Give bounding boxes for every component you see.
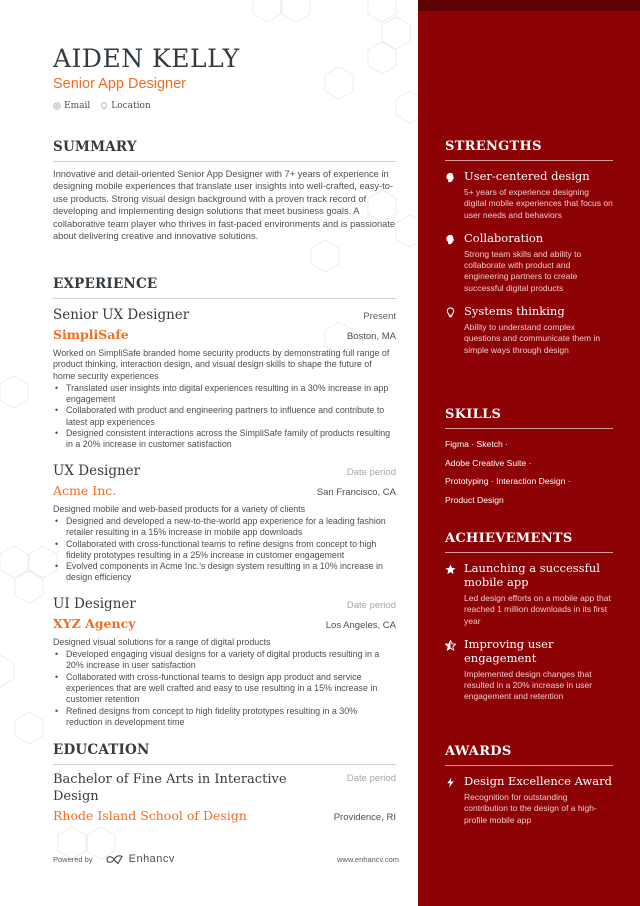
job-location: Los Angeles, CA <box>325 619 396 631</box>
lightbulb-icon <box>445 307 456 318</box>
strength-description: Ability to understand complex questions and communicate them in simple ways through design <box>464 322 601 355</box>
job-bullets <box>53 516 396 584</box>
achievement-item <box>445 561 613 627</box>
at-icon <box>53 102 61 110</box>
achievements-heading: ACHIEVEMENTS <box>445 530 613 553</box>
job-date: Date period <box>346 466 396 478</box>
brand-name: Enhancv <box>128 853 175 865</box>
skill-line: Product Design <box>445 494 504 505</box>
job-entry <box>53 306 396 451</box>
achievement-title: Launching a successful mobile app <box>464 561 600 589</box>
job-bullets <box>53 383 396 451</box>
award-item <box>445 774 613 826</box>
job-description: Designed mobile and web-based products for a variety of clients <box>53 503 306 514</box>
lightning-bolt-icon <box>445 777 456 788</box>
website-link[interactable]: www.enhancv.com <box>337 854 399 864</box>
job-bullet: • Evolved components in Acme Inc.'s design system resulting in a 10% increase in design efficiency <box>53 561 396 584</box>
achievement-description: Implemented design changes that resulted in a 20% increase in user engagement and retention <box>464 668 593 702</box>
footer <box>53 853 399 865</box>
contact-email-label: Email <box>64 101 91 111</box>
skill-line: Prototyping · Interaction Design · <box>445 476 571 486</box>
education-location: Providence, RI <box>333 812 396 823</box>
strength-description: 5+ years of experience designing digital mobile experiences that focus on user needs and behaviors <box>464 187 613 220</box>
job-bullets <box>53 649 396 728</box>
awards-section <box>445 743 613 826</box>
summary-section <box>53 138 396 242</box>
job-location: San Francisco, CA <box>316 486 396 498</box>
achievement-description: Led design efforts on a mobile app that reached 1 million downloads in its first year <box>464 593 611 626</box>
brain-head-icon <box>445 234 456 245</box>
strength-item <box>445 231 613 294</box>
experience-heading: EXPERIENCE <box>53 275 396 299</box>
skill-line: Figma · Sketch · <box>445 439 509 449</box>
job-role: UX Designer <box>53 462 141 479</box>
sidebar <box>418 0 640 906</box>
strength-item <box>445 169 613 221</box>
job-entry <box>53 462 396 584</box>
star-icon <box>445 564 456 575</box>
strength-title: User-centered design <box>464 169 590 183</box>
achievements-section <box>445 530 613 703</box>
job-location: Boston, MA <box>346 331 396 342</box>
candidate-name: AIDEN KELLY <box>53 44 240 73</box>
strengths-heading: STRENGTHS <box>445 138 613 161</box>
half-star-icon <box>445 640 456 651</box>
skills-list <box>445 435 613 509</box>
job-bullet: • Designed and developed a new-to-the-world app experience for a leading fashion retailer resulting in a 15% increase in mobile app downloads <box>53 516 396 539</box>
job-description: Worked on SimpliSafe branded home security products by demonstrating full range of product thinking, interaction design, and visual design skills to shape the future of home security experiences <box>53 348 390 381</box>
job-date: Present <box>363 311 396 322</box>
strengths-section <box>445 138 613 356</box>
job-company: Acme Inc. <box>53 482 117 498</box>
achievement-title: Improving user engagement <box>464 636 554 665</box>
skills-section <box>445 406 613 509</box>
job-role: UI Designer <box>53 595 136 612</box>
sidebar-top-bar <box>418 0 640 11</box>
brain-head-icon <box>445 172 456 183</box>
strength-item <box>445 304 613 356</box>
job-bullet: • Refined designs from concept to high fidelity prototypes resulting in a 30% reduction in development time <box>53 706 396 729</box>
job-bullet: • Collaborated with cross-functional teams to refine designs from concept to high fidelity prototypes resulting in a 25% increase in customer engagement <box>53 539 396 562</box>
contact-location[interactable] <box>100 101 151 111</box>
job-bullet: • Translated user insights into digital experiences resulting in a 30% increase in app engagement <box>53 383 396 406</box>
location-pin-icon <box>100 102 108 110</box>
job-bullet: • Collaborated with cross-functional teams to design app product and service experiences that are well crafted and easy to use resulting in a 15% increase in customer retention <box>53 672 396 706</box>
resume-header <box>53 44 396 111</box>
job-bullet: • Collaborated with product and engineering partners to influence and contribute to latest app experiences <box>53 405 396 428</box>
job-entry <box>53 595 396 728</box>
job-bullet: • Developed engaging visual designs for a variety of digital products resulting in a 20% increase in user satisfaction <box>53 649 396 672</box>
skill-line: Adobe Creative Suite · <box>445 457 532 468</box>
education-date: Date period <box>346 773 396 784</box>
contact-email[interactable] <box>53 101 90 111</box>
job-role: Senior UX Designer <box>53 307 190 323</box>
powered-by-label: Powered by <box>53 854 93 864</box>
job-bullet: • Designed consistent interactions across the SimpliSafe family of products resulting in a 20% increase in customer satisfaction <box>53 428 396 451</box>
strength-description: Strong team skills and ability to collaborate with product and engineering partners to create successful digital products <box>464 248 582 293</box>
education-section <box>53 741 396 824</box>
strength-title: Systems thinking <box>464 304 565 319</box>
awards-heading: AWARDS <box>445 743 613 766</box>
job-description: Designed visual solutions for a range of digital products <box>53 636 271 647</box>
award-title: Design Excellence Award <box>464 774 612 788</box>
education-degree: Bachelor of Fine Arts in Interactive Design <box>53 772 287 804</box>
candidate-title: Senior App Designer <box>53 76 186 92</box>
education-school: Rhode Island School of Design <box>53 808 247 823</box>
job-company: XYZ Agency <box>53 615 136 631</box>
summary-text: Innovative and detail-oriented Senior App Designer with 7+ years of experience in designing mobile experiences that translate user insights into well-crafted, easy-to-use products. Strong visual design background with a proven track record of developing and implementing design solutions that meet business goals. A collaborative team player who thrives in fast-paced environments and is passionate about delivering creative and innovative solutions. <box>53 169 396 242</box>
education-heading: EDUCATION <box>53 741 396 765</box>
summary-heading: SUMMARY <box>53 138 396 162</box>
experience-section <box>53 275 396 728</box>
contact-location-label: Location <box>111 101 151 111</box>
enhancv-logo[interactable] <box>105 853 175 865</box>
contact-info <box>53 101 396 111</box>
strength-title: Collaboration <box>464 230 544 245</box>
job-company: SimpliSafe <box>53 327 129 342</box>
achievement-item <box>445 637 613 703</box>
job-date: Date period <box>346 599 396 611</box>
infinity-logo-icon <box>105 854 125 865</box>
award-description: Recognition for outstanding contribution to the design of a high-profile mobile app <box>464 792 597 825</box>
skills-heading: SKILLS <box>445 406 613 429</box>
